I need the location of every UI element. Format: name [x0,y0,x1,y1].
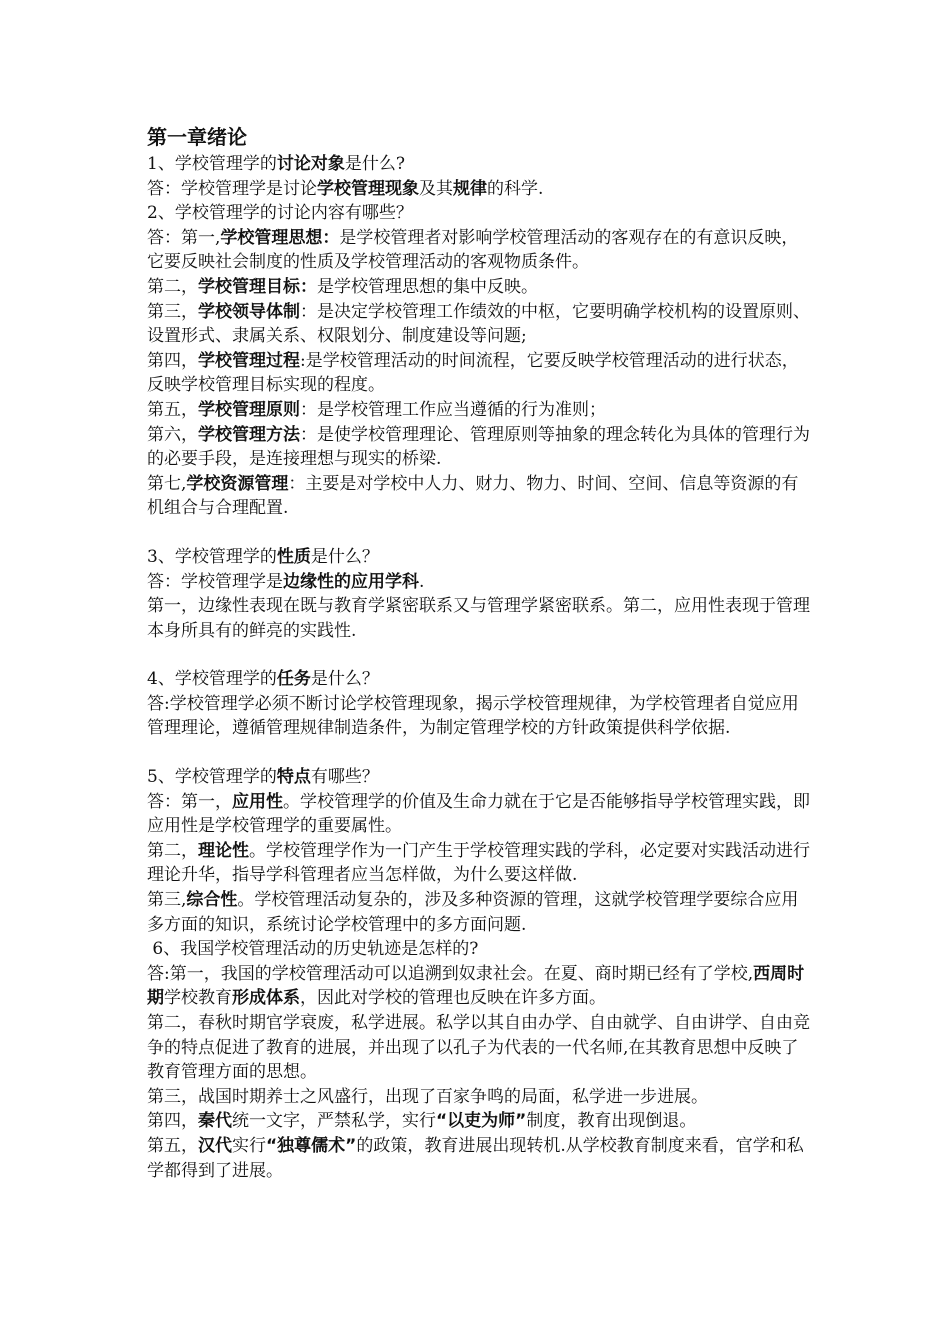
answer-6-item-3: 第三，战国时期养士之风盛行，出现了百家争鸣的局面，私学进一步进展。 [147,1086,708,1107]
paragraph-spacer [147,741,813,765]
answer-5-item-3: 第三,综合性。学校管理活动复杂的，涉及多种资源的管理，这就学校管理学要综合应用多方面的知识，系统讨论学校管理中的多方面问题. [147,890,799,935]
answer-2-item-1: 答：第一,学校管理思想：是学校管理者对影响学校管理活动的客观存在的有意识反映，它要反映社会制度的性质及学校管理活动的客观物质条件。 [147,227,799,273]
answer-2-item-7: 第七,学校资源管理：主要是对学校中人力、财力、物力、时间、空间、信息等资源的有机组合与合理配置. [147,473,799,519]
chapter-title: 第一章绪论 [147,125,247,149]
question-1: 1、学校管理学的讨论对象是什么? [147,154,405,174]
answer-2-item-6: 第六，学校管理方法：是使学校管理理论、管理原则等抽象的理念转化为具体的管理行为的必要手段，是连接理想与现实的桥梁. [147,424,810,470]
answer-3-detail: 第一，边缘性表现在既与教育学紧密联系又与管理学紧密联系。第二，应用性表现于管理本身所具有的鲜亮的实践性. [147,596,810,641]
answer-3: 答：学校管理学是边缘性的应用学科. [147,571,425,592]
answer-2-item-4: 第四，学校管理过程:是学校管理活动的时间流程，它要反映学校管理活动的进行状态，反映学校管理目标实现的程度。 [147,350,799,396]
answer-6-item-4: 第四，秦代统一文字，严禁私学，实行“以吏为师”制度，教育出现倒退。 [147,1111,697,1132]
answer-6-item-5: 第五，汉代实行“独尊儒术”的政策，教育进展出现转机.从学校教育制度来看，官学和私学都得到了进展。 [147,1135,804,1181]
question-6: 6、我国学校管理活动的历史轨迹是怎样的? [147,939,479,960]
answer-2-item-5: 第五，学校管理原则：是学校管理工作应当遵循的行为准则； [147,399,606,420]
question-4: 4、学校管理学的任务是什么？ [147,669,379,690]
paragraph-spacer [147,643,813,667]
question-5: 5、学校管理学的特点有哪些？ [147,767,379,788]
question-3: 3、学校管理学的性质是什么？ [147,546,379,567]
answer-2-item-3: 第三，学校领导体制：是决定学校管理工作绩效的中枢，它要明确学校机构的设置原则、设置形式、隶属关系、权限划分、制度建设等问题; [147,301,810,347]
answer-1: 答：学校管理学是讨论学校管理现象及其规律的科学. [147,178,544,199]
answer-6-item-1: 答:第一，我国的学校管理活动可以追溯到奴隶社会。在夏、商时期已经有了学校,西周时期学校教育形成体系，因此对学校的管理也反映在许多方面。 [147,963,805,1009]
paragraph-spacer [147,521,813,545]
answer-5-item-1: 答：第一，应用性。学校管理学的价值及生命力就在于它是否能够指导学校管理实践，即应用性是学校管理学的重要属性。 [147,791,810,837]
question-2: 2、学校管理学的讨论内容有哪些？ [147,203,413,224]
answer-4: 答:学校管理学必须不断讨论学校管理现象，揭示学校管理规律，为学校管理者自觉应用管理理论，遵循管理规律制造条件，为制定管理学校的方针政策提供科学依据. [147,693,799,739]
document-body [147,122,813,1183]
answer-5-item-2: 第二，理论性。学校管理学作为一门产生于学校管理实践的学科，必定要对实践活动进行理论升华，指导学科管理者应当怎样做，为什么要这样做. [147,840,810,886]
answer-6-item-2: 第二，春秋时期官学衰废，私学进展。私学以其自由办学、自由就学、自由讲学、自由竞争的特点促进了教育的进展，并出现了以孔子为代表的一代名师,在其教育思想中反映了教育管理方面的思想。 [147,1013,810,1083]
answer-2-item-2: 第二，学校管理目标：是学校管理思想的集中反映。 [147,276,538,297]
